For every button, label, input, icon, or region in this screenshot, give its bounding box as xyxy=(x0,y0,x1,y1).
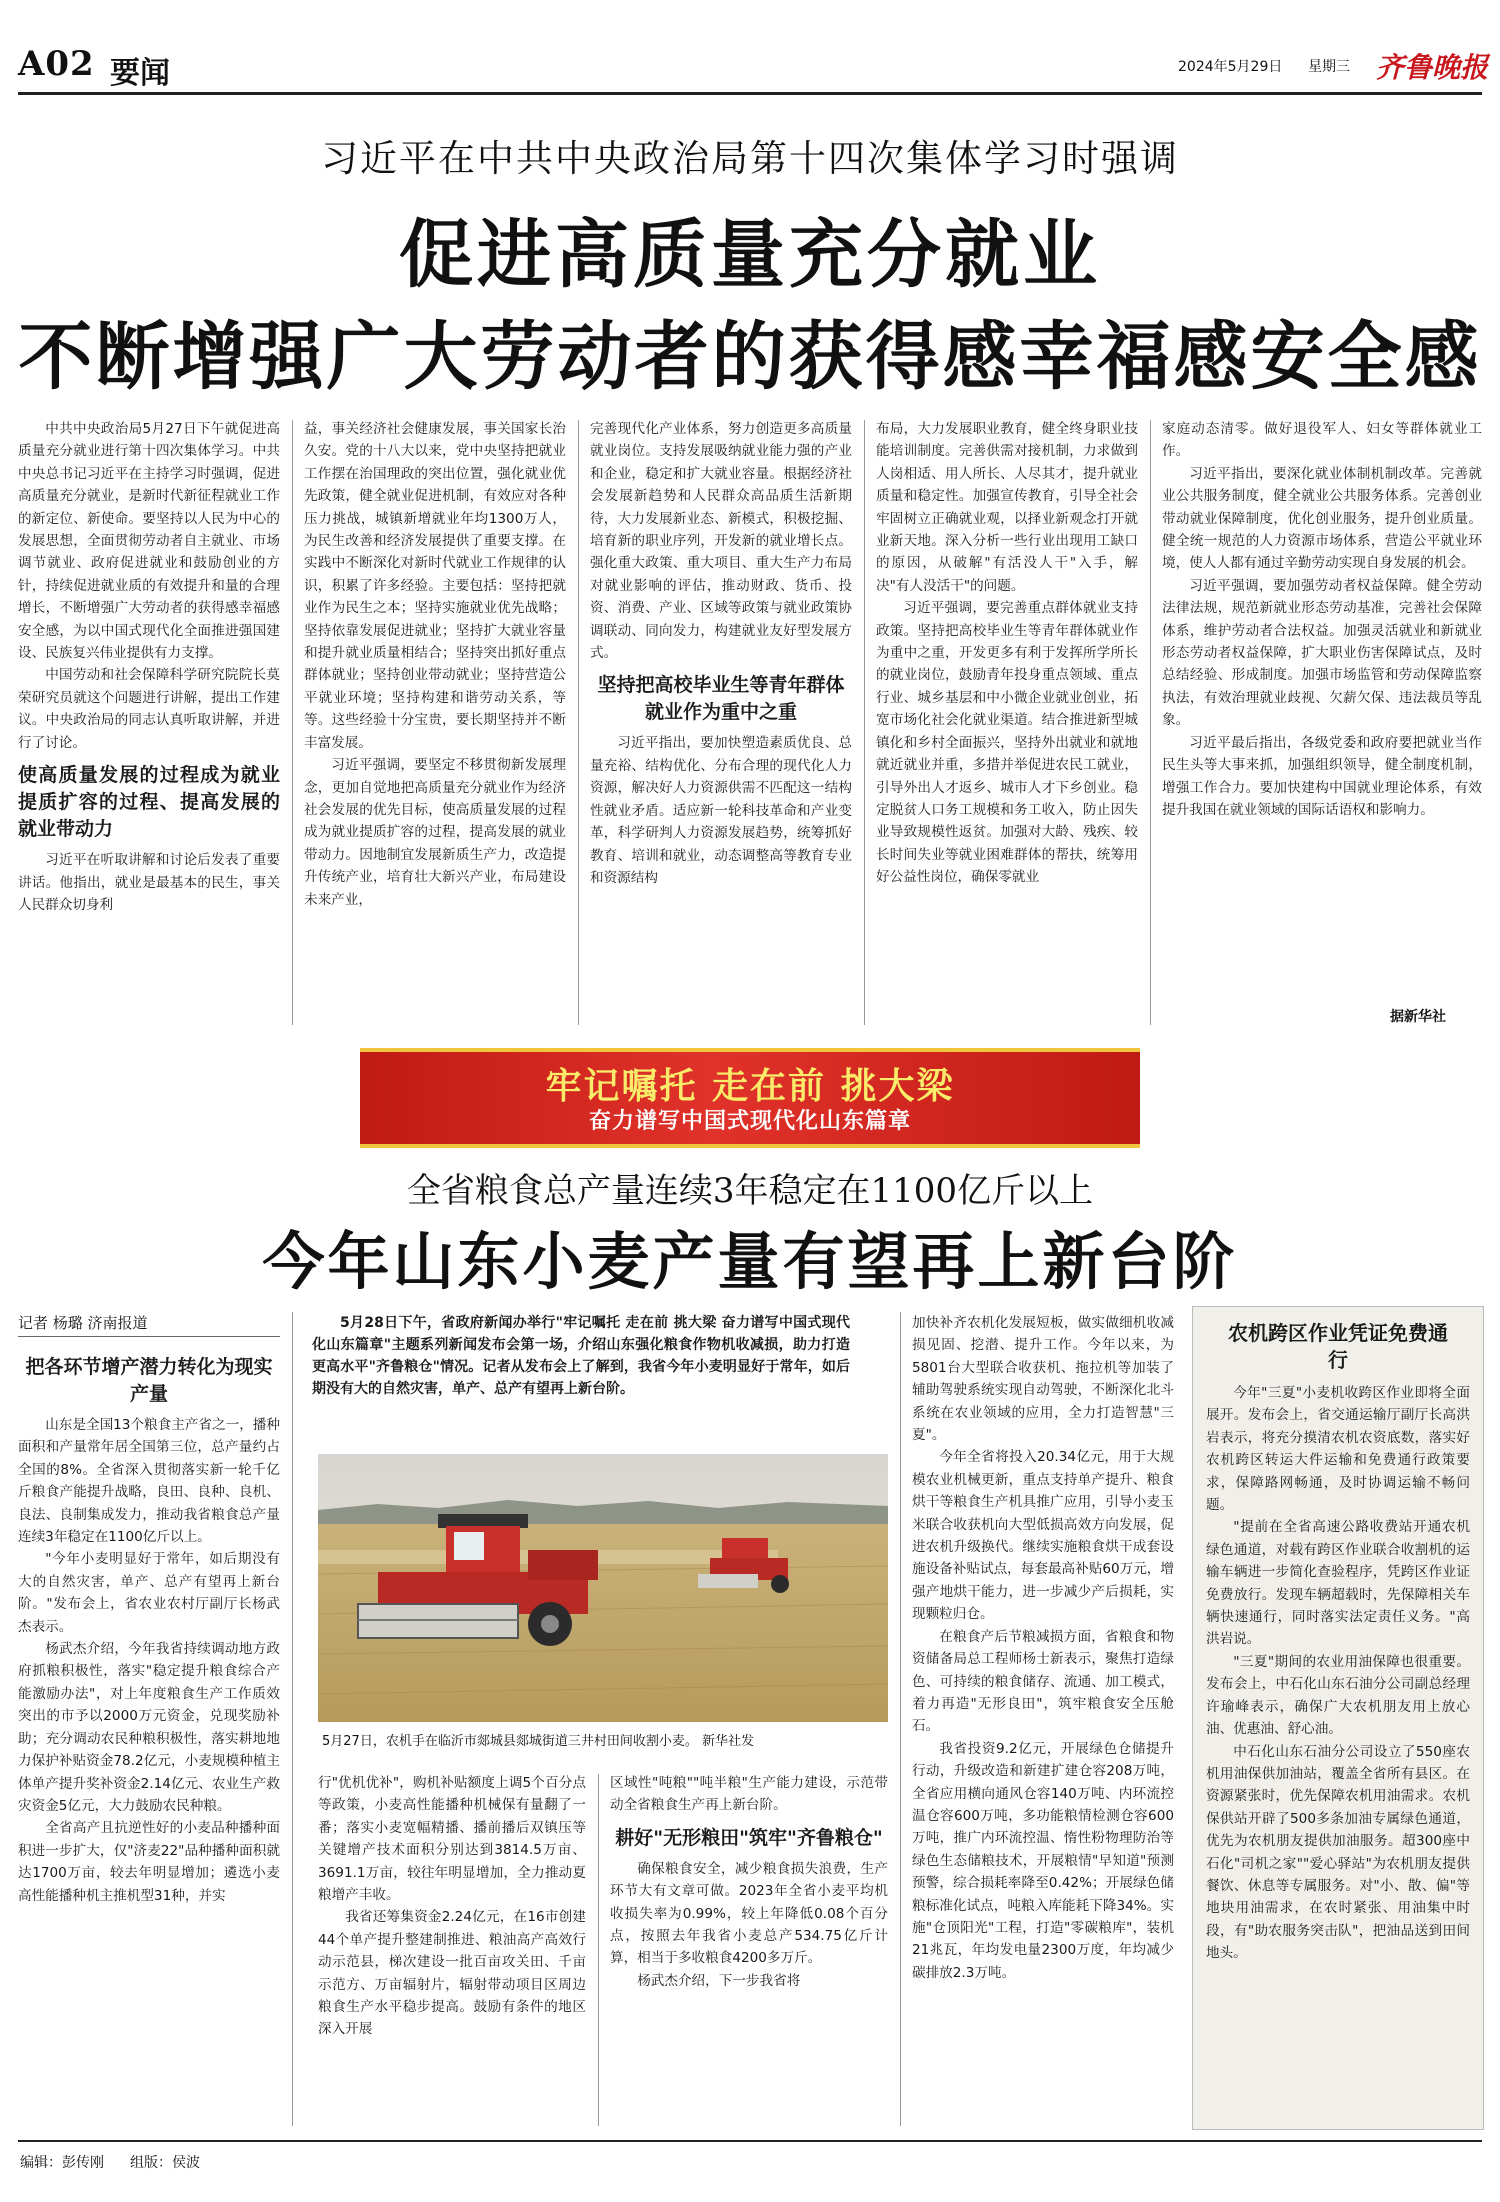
header-rule xyxy=(18,92,1482,95)
article1-column-4 xyxy=(876,418,1138,1026)
page-number: A02 xyxy=(18,44,95,84)
photo-caption: 5月27日，农机手在临沂市郯城县郯城街道三井村田间收割小麦。 新华社发 xyxy=(322,1734,754,1749)
article1-paragraph: 习近平在听取讲解和讨论后发表了重要讲话。他指出，就业是最基本的民生，事关人民群众切身利 xyxy=(18,852,280,913)
article2-lead-text: 5月28日下午，省政府新闻办举行"牢记嘱托 走在前 挑大梁 奋力谱写中国式现代化山东篇章"主题系列新闻发布会第一场，介绍山东强化粮食作物机收减损，助力打造更高水平"齐鲁粮仓"情况。记者从发布会上了解到，我省今年小麦明显好于常年，如后期没有大的自然灾害，单产、总产有望再上新台阶。 xyxy=(312,1315,850,1397)
column-divider xyxy=(578,420,579,1025)
article1-paragraph: 习近平强调，要完善重点群体就业支持政策。坚持把高校毕业生等青年群体就业作为重中之重，开发更多有利于发挥所学所长的就业岗位，鼓励青年投身重点领域、重点行业、城乡基层和中小微企业就业创业，拓宽市场化社会化就业渠道。结合推进新型城镇化和乡村全面振兴，坚持外出就业和就地就近就业并重，多措并举促进农民工就业，引导外出人才返乡、城市人才下乡创业。稳定脱贫人口务工规模和务工收入，防止因失业导致规模性返贫。加强对大龄、残疾、较长时间失业等就业困难群体的帮扶，统筹用好公益性岗位，确保零就业 xyxy=(876,600,1138,886)
article2-paragraph: 区域性"吨粮""吨半粮"生产能力建设，示范带动全省粮食生产再上新台阶。 xyxy=(610,1775,888,1814)
sidebar-paragraph: "提前在全省高速公路收费站开通农机绿色通道，对载有跨区作业联合收割机的运输车辆进一步简化查验程序，凭跨区作业证免费放行。发现车辆超载时，先保障相关车辆快速通行，同时落实法定责任义务。"高洪岩说。 xyxy=(1206,1519,1470,1648)
sidebar-title: 农机跨区作业凭证免费通行 xyxy=(1228,1321,1448,1372)
article1-subhead-2: 坚持把高校毕业生等青年群体就业作为重中之重 xyxy=(597,674,845,724)
issue-weekday: 星期三 xyxy=(1308,59,1350,75)
footer-rule xyxy=(18,2140,1482,2142)
article2-paragraph: 确保粮食安全，减少粮食损失浪费，生产环节大有文章可做。2023年全省小麦平均机收损失率为0.99%，较上年降低0.08个百分点，按照去年我省小麦总产534.75亿斤计算，相当于多收粮食4200多万斤。 xyxy=(610,1860,888,1967)
article2-paragraph: 山东是全国13个粮食主产省之一，播种面积和产量常年居全国第三位，总产量约占全国的8%。全省深入贯彻落实新一轮千亿斤粮食产能提升战略，良田、良种、良机、良法、良制集成发力，推动我省粮食总产量连续3年稳定在1100亿斤以上。 xyxy=(18,1417,280,1546)
article1-headline-line2: 不断增强广大劳动者的获得感幸福感安全感 xyxy=(18,314,1482,400)
article2-kicker: 全省粮食总产量连续3年稳定在1100亿斤以上 xyxy=(406,1171,1094,1211)
article2-subhead-1: 把各环节增产潜力转化为现实产量 xyxy=(25,1356,273,1405)
article1-paragraph: 益，事关经济社会健康发展，事关国家长治久安。党的十八大以来，党中央坚持把就业工作摆在治国理政的突出位置，强化就业优先政策，健全就业促进机制，有效应对各种压力挑战，城镇新增就业年均1300万人，为民生改善和经济发展提供了重要支撑。在实践中不断深化对新时代就业工作规律的认识，积累了许多经验。主要包括：坚持把就业作为民生之本；坚持实施就业优先战略；坚持依靠发展促进就业；坚持扩大就业容量和提升就业质量相结合；坚持突出抓好重点群体就业；坚持创业带动就业；坚持营造公平就业环境；坚持构建和谐劳动关系，等等。这些经验十分宝贵，要长期坚持并不断丰富发展。 xyxy=(304,421,566,751)
article1-column-1 xyxy=(18,418,280,1026)
article2-paragraph: 杨武杰介绍，下一步我省将 xyxy=(637,1972,801,1989)
article1-paragraph: 家庭动态清零。做好退役军人、妇女等群体就业工作。 xyxy=(1162,421,1482,460)
article1-paragraph: 完善现代化产业体系，努力创造更多高质量就业岗位。支持发展吸纳就业能力强的产业和企业，稳定和扩大就业容量。根据经济社会发展新趋势和人民群众高品质生活新期待，大力发展新业态、新模式，积极挖掘、培育新的职业序列，开发新的就业增长点。强化重大政策、重大项目、重大生产力布局对就业影响的评估，推动财政、货币、投资、消费、产业、区域等政策与就业政策协调联动、同向发力，构建就业友好型发展方式。 xyxy=(590,421,852,662)
article2-paragraph: 我省还筹集资金2.24亿元，在16市创建44个单产提升整建制推进、粮油高产高效行动示范县，梯次建设一批百亩攻关田、千亩示范方、万亩辐射片，辐射带动项目区周边粮食生产水平稳步提高。鼓励有条件的地区深入开展 xyxy=(318,1909,586,2038)
sidebar-column xyxy=(1206,1314,1470,2120)
article1-paragraph: 中共中央政治局5月27日下午就促进高质量充分就业进行第十四次集体学习。中共中央总书记习近平在主持学习时强调，促进高质量充分就业，是新时代新征程就业工作的新定位、新使命。要坚持以人民为中心的发展思想，全面贯彻劳动者自主就业、市场调节就业、政府促进就业和鼓励创业的方针，持续促进就业质的有效提升和量的合理增长，不断增强广大劳动者的获得感幸福感安全感，为以中国式现代化全面推进强国建设、民族复兴伟业提供有力支撑。 xyxy=(18,421,280,662)
article2-paragraph: 全省高产且抗逆性好的小麦品种播种面积进一步扩大，仅"济麦22"品种播种面积就达1700万亩，较去年明显增加；遴选小麦高性能播种机主推机型31种，并实 xyxy=(18,1820,280,1904)
article1-paragraph: 布局，大力发展职业教育，健全终身职业技能培训制度。完善供需对接机制，力求做到人岗相适、用人所长、人尽其才，提升就业质量和稳定性。加强宣传教育，引导全社会牢固树立正确就业观，以择业新观念打开就业新天地。深入分析一些行业出现用工缺口的原因，从破解"有活没人干"入手，解决"有人没活干"的问题。 xyxy=(876,421,1138,594)
article2-paragraph: "今年小麦明显好于常年，如后期没有大的自然灾害，单产、总产有望再上新台阶。"发布会上，省农业农村厅副厅长杨武杰表示。 xyxy=(18,1551,280,1635)
article2-paragraph: 我省投资9.2亿元，开展绿色仓储提升行动，升级改造和新建扩建仓容208万吨，全省应用横向通风仓容140万吨、内环流控温仓容600万吨，多功能粮情检测仓容600万吨，推广内环流控温、惰性粉物理防治等绿色生态储粮技术，开展粮情"早知道"预测预警，综合损耗率降至0.42%；开展绿色储粮标准化试点，吨粮入库能耗下降34%。实施"仓顶阳光"工程，打造"零碳粮库"，装机21兆瓦，年均发电量2300万度，年均减少碳排放2.3万吨。 xyxy=(912,1740,1174,1981)
article1-subhead-1: 使高质量发展的过程成为就业提质扩容的过程、提高发展的就业带动力 xyxy=(18,764,280,841)
footer-editor: 编辑：彭传刚 xyxy=(20,2155,104,2171)
banner-title: 牢记嘱托 走在前 挑大梁 xyxy=(545,1065,955,1107)
section-name: 要闻 xyxy=(110,56,170,91)
article1-paragraph: 习近平强调，要坚定不移贯彻新发展理念，更加自觉地把高质量充分就业作为经济社会发展的优先目标，使高质量发展的过程成为就业提质扩容的过程，提高发展的就业带动力。因地制宜发展新质生产力，改造提升传统产业，培育壮大新兴产业，布局建设未来产业， xyxy=(304,757,566,908)
harvest-photo-illustration xyxy=(318,1454,888,1722)
article1-column-5 xyxy=(1162,418,1482,1004)
article2-headline: 今年山东小麦产量有望再上新台阶 xyxy=(262,1225,1238,1298)
banner-subtitle: 奋力谱写中国式现代化山东篇章 xyxy=(588,1108,911,1134)
article2-column-1 xyxy=(18,1346,280,2126)
issue-date: 2024年5月29日 xyxy=(1178,59,1283,75)
article2-column-3 xyxy=(610,1772,888,2126)
article1-column-3 xyxy=(590,418,852,1026)
article1-headline-line1: 促进高质量充分就业 xyxy=(399,212,1101,298)
article2-column-4 xyxy=(912,1312,1174,2126)
column-divider xyxy=(598,1774,599,2126)
article2-byline: 记者 杨璐 济南报道 xyxy=(18,1314,148,1332)
column-divider xyxy=(900,1312,901,2126)
footer-layout: 组版：侯波 xyxy=(130,2155,200,2171)
article2-paragraph: 杨武杰介绍，今年我省持续调动地方政府抓粮积极性，落实"稳定提升粮食综合产能激励办法"，对上年度粮食生产工作质效突出的市予以2000万元资金，兑现奖励补助；充分调动农民种粮积极性，落实耕地地力保护补贴资金78.2亿元，小麦规模种植主体单产提升奖补资金2.14亿元、农业生产救灾资金5亿元，大力鼓励农民种粮。 xyxy=(18,1641,280,1814)
column-divider xyxy=(1150,420,1151,1025)
article2-lead xyxy=(312,1312,850,1436)
byline-rule xyxy=(18,1336,280,1337)
article2-paragraph: 在粮食产后节粮减损方面，省粮食和物资储备局总工程师杨士新表示，聚焦打造绿色、可持续的粮食储存、流通、加工模式，着力再造"无形良田"，筑牢粮食安全压舱石。 xyxy=(912,1628,1174,1735)
article2-paragraph: 加快补齐农机化发展短板，做实做细机收减损见固、挖潜、提升工作。今年以来，为5801台大型联合收获机、拖拉机等加装了辅助驾驶系统实现自动驾驶，不断深化北斗系统在农业领域的应用，全力打造智慧"三夏"。 xyxy=(912,1315,1174,1444)
article1-paragraph: 习近平最后指出，各级党委和政府要把就业当作民生头等大事来抓，加强组织领导，健全制度机制，增强工作合力。要加快建构中国就业理论体系，有效提升我国在就业领域的国际话语权和影响力。 xyxy=(1162,734,1482,818)
article2-subhead-2: 耕好"无形粮田"筑牢"齐鲁粮仓" xyxy=(615,1826,883,1849)
article1-paragraph: 中国劳动和社会保障科学研究院院长莫荣研究员就这个问题进行讲解，提出工作建议。中央政治局的同志认真听取讲解，并进行了讨论。 xyxy=(18,667,280,751)
column-divider xyxy=(292,1312,293,2126)
article1-paragraph: 习近平指出，要深化就业体制机制改革。完善就业公共服务制度，健全就业公共服务体系。完善创业带动就业保障制度，优化创业服务，提升创业质量。健全统一规范的人力资源市场体系，营造公平就业环境，使人人都有通过辛勤劳动实现自身发展的机会。 xyxy=(1162,465,1482,572)
article1-paragraph: 习近平强调，要加强劳动者权益保障。健全劳动法律法规，规范新就业形态劳动基准，完善社会保障体系，维护劳动者合法权益。加强灵活就业和新就业形态劳动者权益保障，扩大职业伤害保障试点，及时总结经验、形成制度。加强市场监管和劳动保障监察执法，有效治理就业歧视、欠薪欠保、违法裁员等乱象。 xyxy=(1162,577,1482,729)
article2-column-2 xyxy=(318,1772,586,2126)
article1-kicker: 习近平在中共中央政治局第十四次集体学习时强调 xyxy=(321,137,1179,180)
sidebar-paragraph: 中石化山东石油分公司设立了550座农机用油保供加油站，覆盖全省所有县区。在资源紧张时，优先保障农机用油需求。农机保供站开辟了500多条加油专属绿色通道，优先为农机朋友提供加油服务。超300座中石化"司机之家""爱心驿站"为农机朋友提供餐饮、休息等专属服务。对"小、散、偏"等地块用油需求，在农时紧张、用油集中时段，有"助农服务突击队"，把油品送到田间地头。 xyxy=(1206,1743,1470,1962)
campaign-banner xyxy=(360,1048,1140,1148)
sidebar-paragraph: 今年"三夏"小麦机收跨区作业即将全面展开。发布会上，省交通运输厅副厅长高洪岩表示，将充分摸清农机农资底数，落实好农机跨区转运大件运输和免费通行政策要求，保障路网畅通，及时协调运输不畅问题。 xyxy=(1206,1385,1470,1514)
harvest-photo xyxy=(318,1454,888,1722)
sidebar-paragraph: "三夏"期间的农业用油保障也很重要。发布会上，中石化山东石油分公司副总经理许瑜峰表示，确保广大农机朋友用上放心油、优惠油、舒心油。 xyxy=(1206,1653,1470,1738)
article2-paragraph: 今年全省将投入20.34亿元，用于大规模农业机械更新，重点支持单产提升、粮食烘干等粮食生产机具推广应用，引导小麦玉米联合收获机向大型低损高效方向发展，促进农机升级换代。继续实施粮食烘干成套设施设备补贴试点，每套最高补贴60万元，增强产地烘干能力，进一步减少产后损耗，实现颗粒归仓。 xyxy=(912,1449,1174,1623)
column-divider xyxy=(292,420,293,1025)
article1-column-2 xyxy=(304,418,566,1026)
article2-paragraph: 行"优机优补"，购机补贴额度上调5个百分点等政策，小麦高性能播种机械保有量翻了一番；落实小麦宽幅精播、播前播后双镇压等关键增产技术面积分别达到3814.5万亩、3691.1万亩，较往年明显增加，全力推动夏粮增产丰收。 xyxy=(318,1775,586,1904)
column-divider xyxy=(864,420,865,1025)
article1-paragraph: 习近平指出，要加快塑造素质优良、总量充裕、结构优化、分布合理的现代化人力资源，解决好人力资源供需不匹配这一结构性就业矛盾。适应新一轮科技革命和产业变革，科学研判人力资源发展趋势，统筹抓好教育、培训和就业，动态调整高等教育专业和资源结构 xyxy=(590,735,852,886)
paper-logo: 齐鲁晚报 xyxy=(1376,51,1489,84)
article1-source: 据新华社 xyxy=(1390,1009,1446,1025)
